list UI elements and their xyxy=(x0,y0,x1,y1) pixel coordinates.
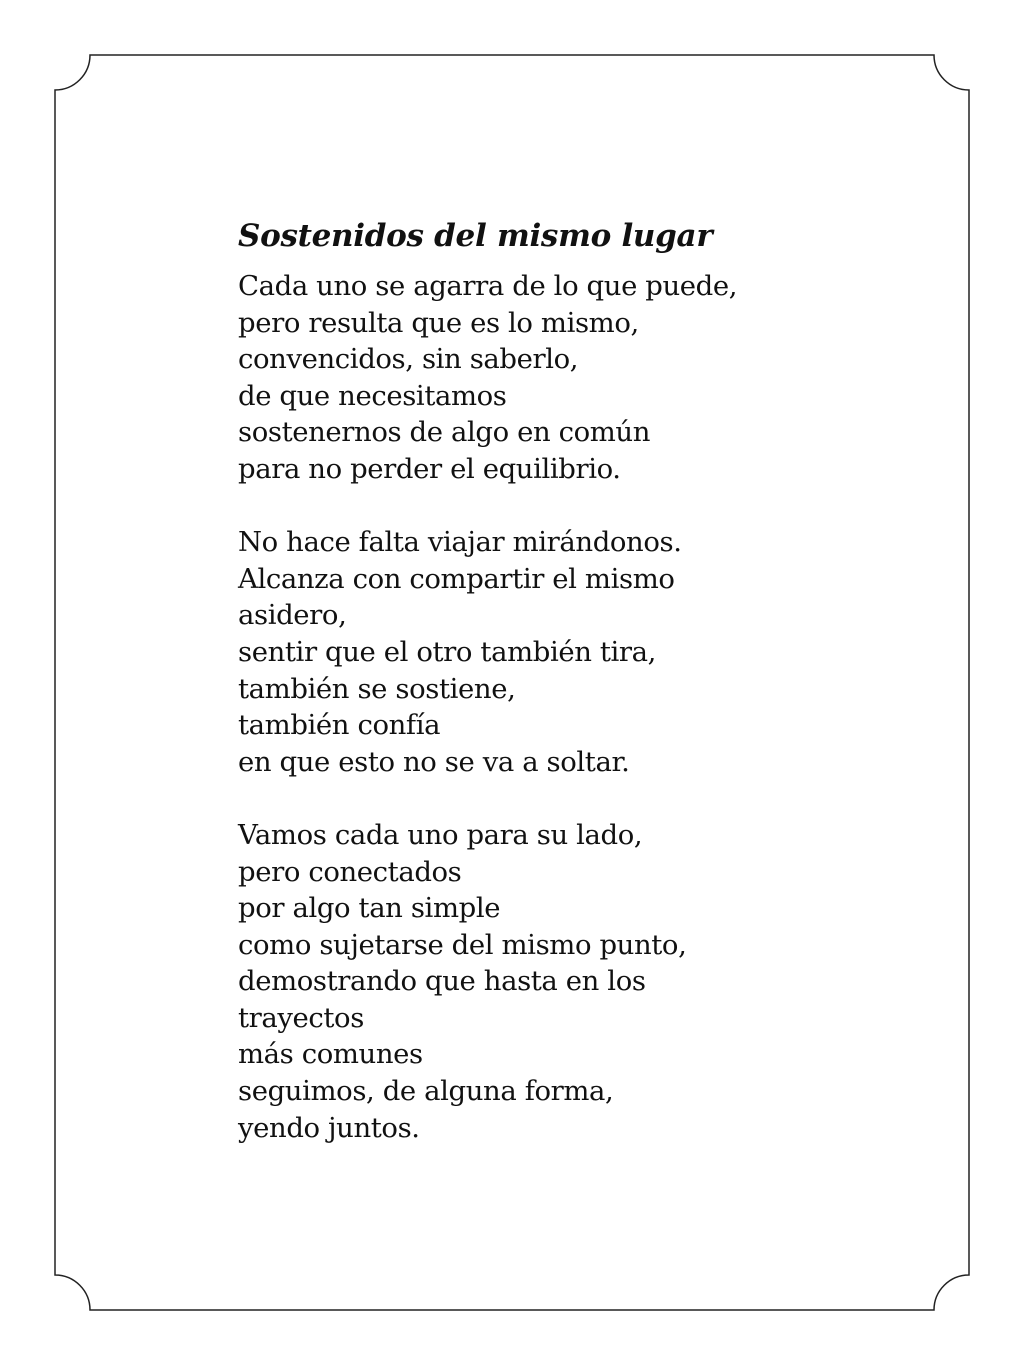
verse-line: como sujetarse del mismo punto, xyxy=(238,928,687,961)
verse-line: trayectos xyxy=(238,1001,364,1034)
poem-title: Sostenidos del mismo lugar xyxy=(238,218,713,254)
verse-line: en que esto no se va a soltar. xyxy=(238,745,630,778)
verse-line: Vamos cada uno para su lado, xyxy=(238,818,643,851)
verse-line: pero conectados xyxy=(238,855,462,888)
verse-line: también se sostiene, xyxy=(238,672,516,705)
verse-line: No hace falta viajar mirándonos. xyxy=(238,526,682,559)
verse-line: Cada uno se agarra de lo que puede, xyxy=(238,270,738,302)
verse-line: yendo juntos. xyxy=(238,1111,420,1144)
verse-line: sostenernos de algo en común xyxy=(238,416,651,449)
verse-line: de que necesitamos xyxy=(238,379,507,412)
verse-line: seguimos, de alguna forma, xyxy=(238,1075,614,1108)
stanza-2 xyxy=(238,524,938,780)
stanza-1 xyxy=(238,268,938,488)
verse-line: por algo tan simple xyxy=(238,892,501,925)
verse-line: pero resulta que es lo mismo, xyxy=(238,306,639,339)
verse-line: para no perder el equilibrio. xyxy=(238,452,621,485)
verse-line: más comunes xyxy=(238,1038,423,1071)
verse-line: asidero, xyxy=(238,599,347,632)
poem xyxy=(238,216,938,1146)
verse-line: convencidos, sin saberlo, xyxy=(238,343,579,376)
verse-line: Alcanza con compartir el mismo xyxy=(238,562,675,595)
verse-line: también confía xyxy=(238,709,441,742)
verse-line: demostrando que hasta en los xyxy=(238,965,646,998)
stanza-3 xyxy=(238,817,938,1146)
verse-line: sentir que el otro también tira, xyxy=(238,635,657,668)
